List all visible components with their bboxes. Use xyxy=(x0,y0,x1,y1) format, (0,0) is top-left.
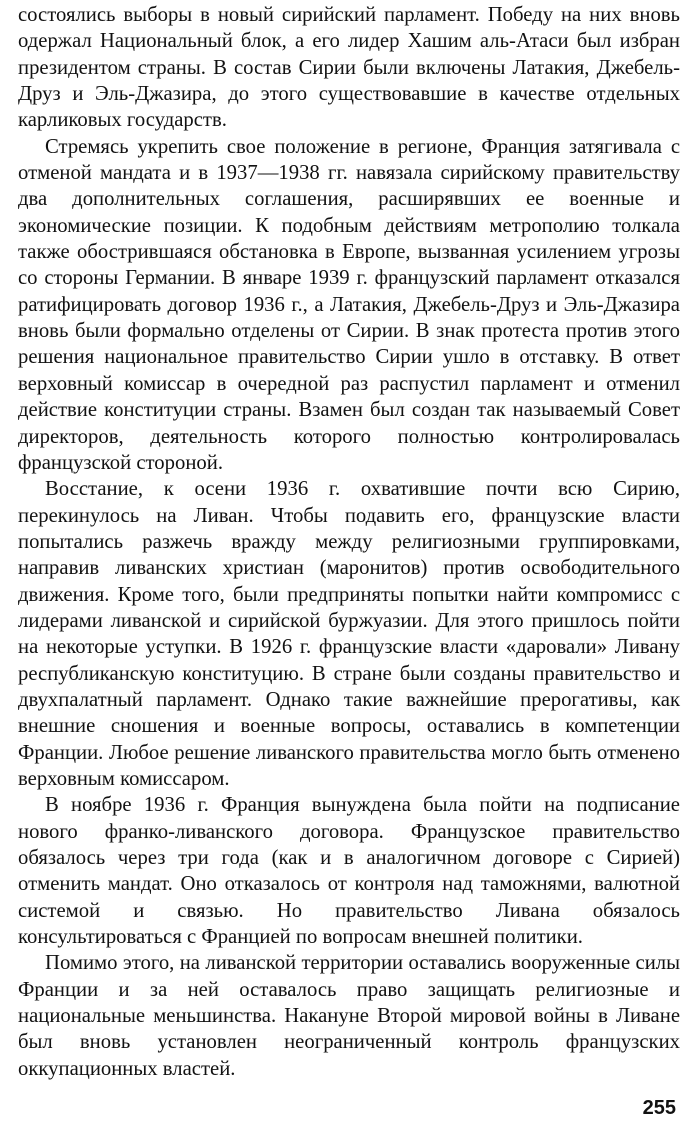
paragraph-4: В ноябре 1936 г. Франция вынуждена была пойти на подписание нового франко-ливанского договора. Французское правительство обязалось через три года (как и в аналогичном договоре с Сирией) отменить мандат. Оно отказалось от контроля над таможнями, валютной системой и связью. Но правительство Ливана обязалось консультироваться с Францией по вопросам внешней политики. xyxy=(18,794,680,949)
paragraph-5: Помимо этого, на ливанской территории оставались вооруженные силы Франции и за ней оставалось право защищать религиозные и национальные меньшинства. Накануне Второй мировой войны в Ливане был вновь установлен неограниченный контроль французских оккупационных властей. xyxy=(18,952,680,1080)
paragraph-2: Стремясь укрепить свое положение в регионе, Франция затягивала с отменой мандата и в 1937—1938 гг. навязала сирийскому правительству два дополнительных соглашения, расширявших ее военные и экономические позиции. К подобным действиям метрополию толкала также обострившаяся обстановка в Европе, вызванная усилением угрозы со стороны Германии. В январе 1939 г. французский парламент отказался ратифицировать договор 1936 г., а Латакия, Джебель-Друз и Эль-Джазира вновь были формально отделены от Сирии. В знак протеста против этого решения национальное правительство Сирии ушло в отставку. В ответ верховный комиссар в очередной раз распустил парламент и отменил действие конституции страны. Взамен был создан так называемый Совет директоров, деятельность которого полностью контролировалась французской стороной. xyxy=(18,135,680,474)
book-page xyxy=(10,0,680,1139)
paragraph-1: состоялись выборы в новый сирийский парламент. Победу на них вновь одержал Национальный блок, а его лидер Хашим аль-Атаси был избран президентом страны. В состав Сирии были включены Латакия, Джебель-Друз и Эль-Джазира, до этого существовавшие в качестве отдельных карликовых государств. xyxy=(18,4,680,132)
body-text xyxy=(18,2,680,1082)
page-number: 255 xyxy=(642,1097,676,1119)
paragraph-3: Восстание, к осени 1936 г. охватившие почти всю Сирию, перекинулось на Ливан. Чтобы подавить его, французские власти попытались разжечь вражду между религиозными группировками, направив ливанских христиан (маронитов) против освободительного движения. Кроме того, были предприняты попытки найти компромисс с лидерами ливанской и сирийской буржуазии. Для этого пришлось пойти на некоторые уступки. В 1926 г. французские власти «даровали» Ливану республиканскую конституцию. В стране были созданы правительство и двухпалатный парламент. Однако такие важнейшие прерогативы, как внешние сношения и военные вопросы, оставались в компетенции Франции. Любое решение ливанского правительства могло быть отменено верховным комиссаром. xyxy=(18,478,680,790)
